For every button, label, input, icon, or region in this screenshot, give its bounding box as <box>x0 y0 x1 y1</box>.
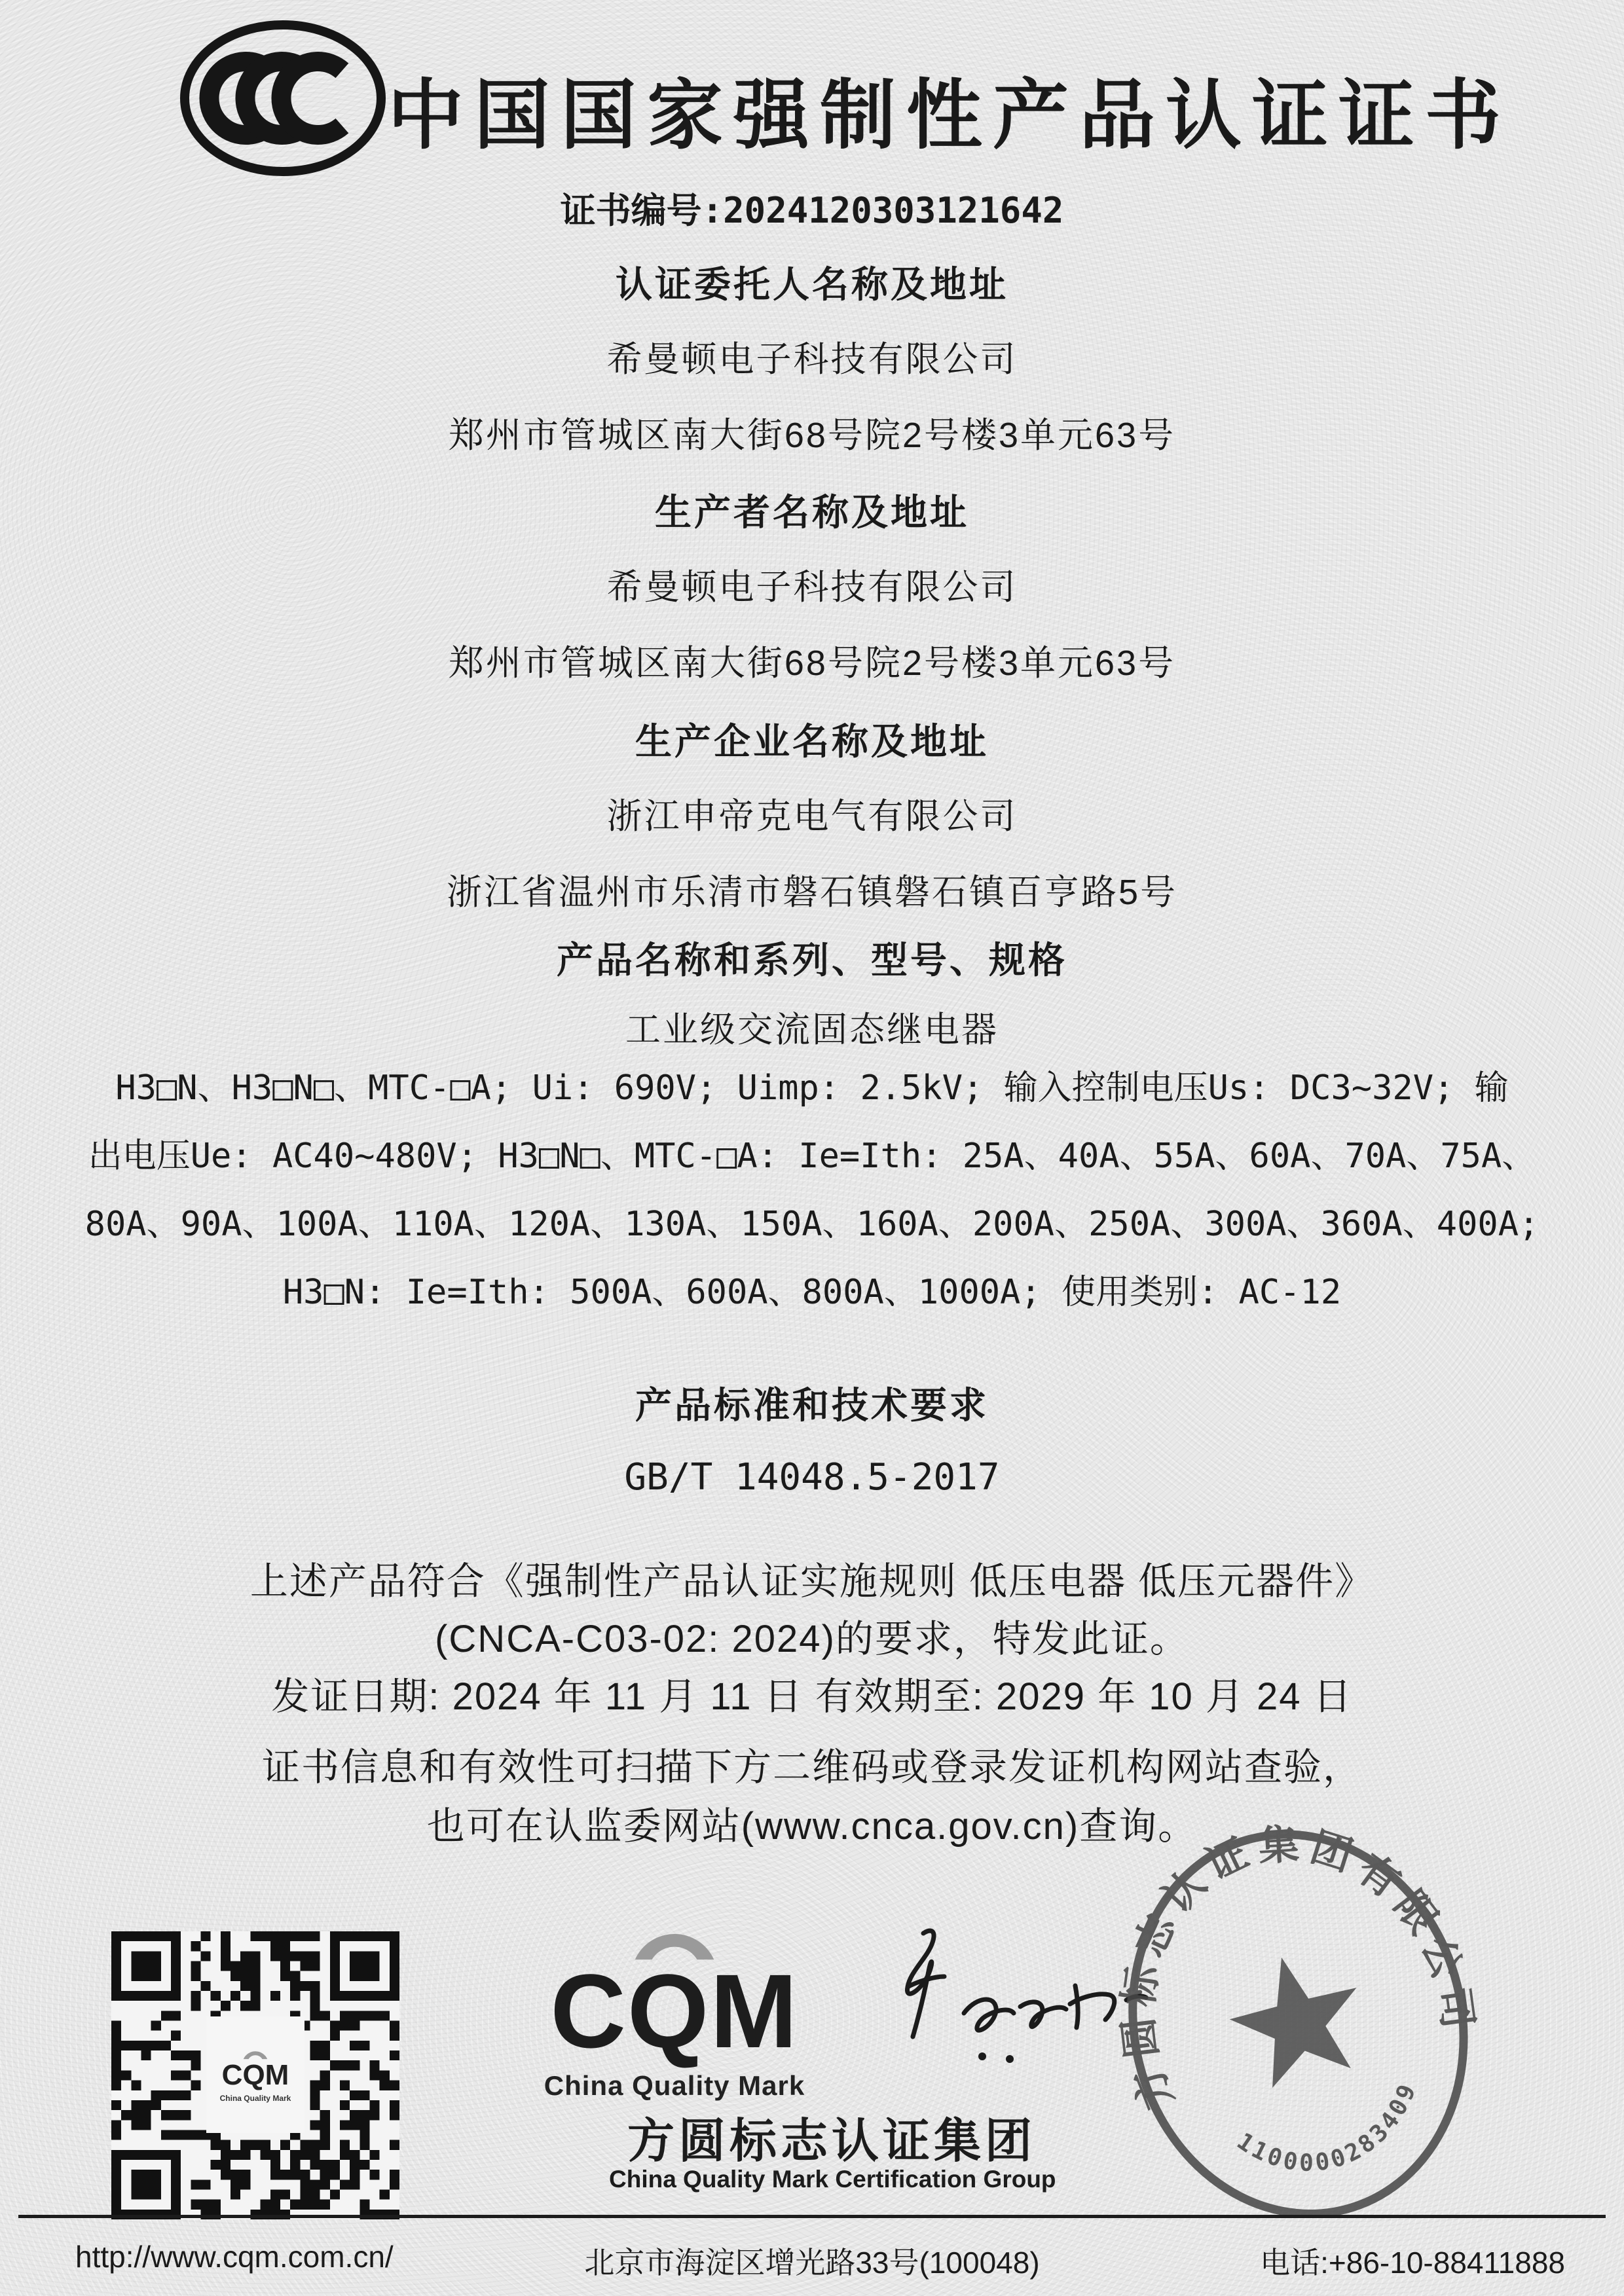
cqm-logo-text: CQM <box>550 1952 799 2069</box>
standard-heading: 产品标准和技术要求 <box>635 1385 989 1426</box>
product-spec-line-1: H3□N、H3□N□、MTC-□A; Ui: 690V; Uimp: 2.5kV; 输入控制电压Us: DC3~32V; 输 <box>115 1068 1509 1108</box>
footer-phone: 电话:+86-10-88411888 <box>1260 2246 1565 2280</box>
statement-line-1: 上述产品符合《强制性产品认证实施规则 低压电器 低压元器件》 <box>249 1560 1375 1603</box>
footer-website: http://www.cqm.com.cn/ <box>75 2240 394 2274</box>
product-spec-line-2: 出电压Ue: AC40~480V; H3□N□、MTC-□A: Ie=Ith: 25A、40A、55A、60A、70A、75A、 <box>88 1137 1536 1176</box>
product-spec-line-3: 80A、90A、100A、110A、120A、130A、150A、160A、200A、250A、300A、360A、400A; <box>84 1205 1540 1244</box>
standard-value: GB/T 14048.5-2017 <box>624 1456 1000 1499</box>
footer-address: 北京市海淀区增光路33号(100048) <box>584 2246 1040 2280</box>
applicant-heading: 认证委托人名称及地址 <box>616 264 1008 305</box>
qr-center-logo <box>206 2016 304 2133</box>
statement-dates: 发证日期: 2024 年 11 月 11 日 有效期至: 2029 年 10 月 24 日 <box>271 1675 1353 1718</box>
qr-cqm-text: CQM <box>221 2059 289 2091</box>
producer-name: 希曼顿电子科技有限公司 <box>606 568 1018 607</box>
factory-name: 浙江申帝克电气有限公司 <box>606 797 1018 836</box>
footer-divider <box>18 2215 1606 2218</box>
seal-number: 1100000283409 <box>1232 2081 1422 2177</box>
verification-note-1: 证书信息和有效性可扫描下方二维码或登录发证机构网站查验， <box>261 1746 1362 1789</box>
page-title: 中国国家强制性产品认证证书 <box>388 73 1511 158</box>
seal-ring-text: 方圆标志认证集团有限公司 <box>1116 1821 1481 2115</box>
certificate-number: 证书编号:2024120303121642 <box>560 190 1064 231</box>
group-name-cn: 方圆标志认证集团 <box>627 2115 1036 2168</box>
product-name: 工业级交流固态继电器 <box>625 1010 999 1049</box>
group-name-en: China Quality Mark Certification Group <box>609 2166 1056 2193</box>
cqm-logo <box>517 1918 832 2102</box>
applicant-address: 郑州市管城区南大街68号院2号楼3单元63号 <box>448 416 1176 455</box>
producer-heading: 生产者名称及地址 <box>655 492 969 533</box>
product-heading: 产品名称和系列、型号、规格 <box>557 939 1067 981</box>
applicant-name: 希曼顿电子科技有限公司 <box>606 340 1018 379</box>
cqm-crown-icon <box>241 2047 270 2060</box>
seal-star-icon <box>1218 1942 1375 2094</box>
cqm-logo-subtext: China Quality Mark <box>544 2070 805 2101</box>
verification-note-2: 也可在认监委网站(www.cnca.gov.cn)查询。 <box>426 1805 1198 1848</box>
factory-address: 浙江省温州市乐清市磐石镇磐石镇百亨路5号 <box>446 873 1178 912</box>
factory-heading: 生产企业名称及地址 <box>635 721 989 762</box>
producer-address: 郑州市管城区南大街68号院2号楼3单元63号 <box>448 644 1176 683</box>
qr-cqm-subtext: China Quality Mark <box>219 2094 291 2103</box>
product-spec-line-4: H3□N: Ie=Ith: 500A、600A、800A、1000A; 使用类别: AC-12 <box>282 1273 1342 1312</box>
statement-line-2: (CNCA-C03-02: 2024)的要求，特发此证。 <box>435 1618 1189 1660</box>
